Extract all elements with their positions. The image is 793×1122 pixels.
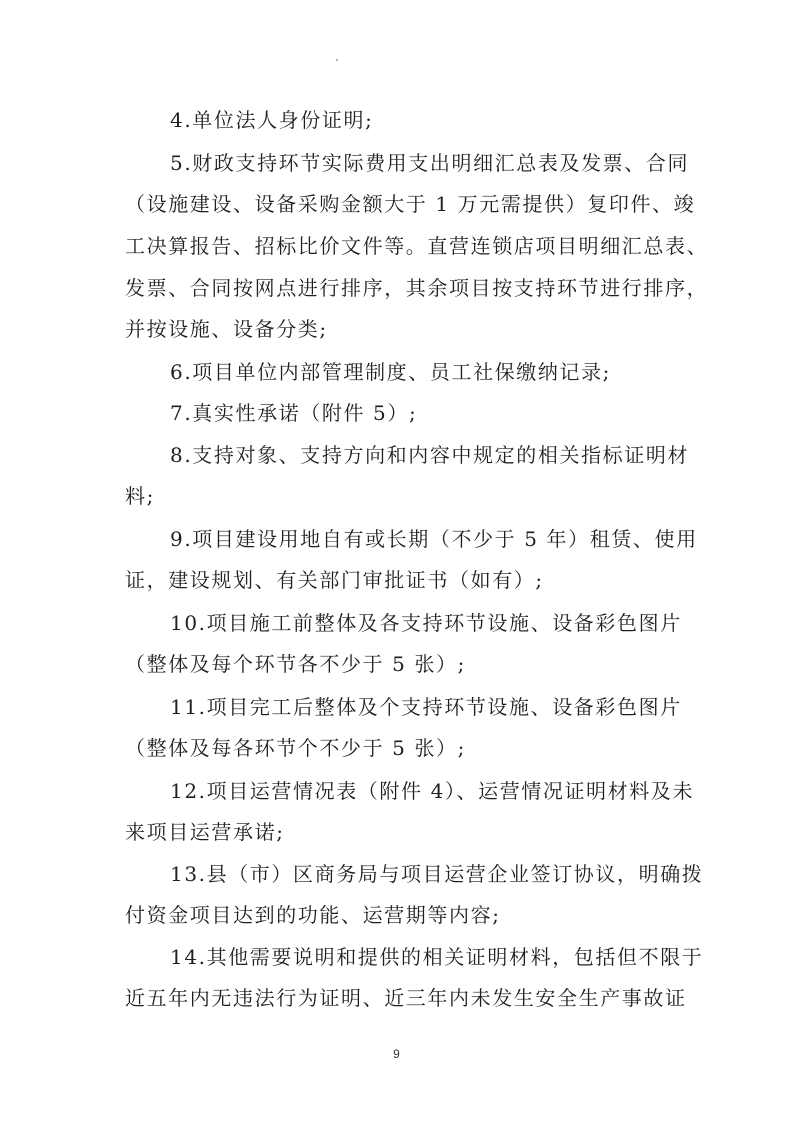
item-8-line-2: 料; bbox=[125, 484, 155, 508]
item-7-line-1: 7.真实性承诺（附件 5）; bbox=[170, 401, 418, 425]
item-12-line-1: 12.项目运营情况表（附件 4）、运营情况证明材料及未 bbox=[170, 779, 695, 803]
item-14-line-2: 近五年内无违法行为证明、近三年内未发生安全生产事故证 bbox=[125, 986, 687, 1010]
item-9-line-1: 9.项目建设用地自有或长期（不少于 5 年）租赁、使用 bbox=[170, 527, 698, 551]
item-13-line-2: 付资金项目达到的功能、运营期等内容; bbox=[125, 903, 501, 927]
item-12-line-2: 来项目运营承诺; bbox=[125, 820, 285, 844]
item-10-line-2: （整体及每个环节各不少于 5 张）; bbox=[125, 652, 466, 676]
item-6-line-1: 6.项目单位内部管理制度、员工社保缴纳记录; bbox=[170, 360, 612, 384]
item-10-line-1: 10.项目施工前整体及各支持环节设施、设备彩色图片 bbox=[170, 611, 682, 635]
item-14-line-1: 14.其他需要说明和提供的相关证明材料，包括但不限于 bbox=[170, 945, 704, 969]
item-5-line-4: 发票、合同按网点进行排序，其余项目按支持环节进行排序， bbox=[125, 276, 709, 300]
item-11-line-1: 11.项目完工后整体及个支持环节设施、设备彩色图片 bbox=[170, 695, 682, 719]
item-13-line-1: 13.县（市）区商务局与项目运营企业签订协议，明确拨 bbox=[170, 862, 704, 886]
item-5-line-5: 并按设施、设备分类; bbox=[125, 317, 328, 341]
item-5-line-3: 工决算报告、招标比价文件等。直营连锁店项目明细汇总表、 bbox=[125, 234, 709, 258]
scan-artifact-dot bbox=[336, 59, 338, 61]
page-number: 9 bbox=[393, 1047, 400, 1061]
item-5-line-2: （设施建设、设备采购金额大于 1 万元需提供）复印件、竣 bbox=[125, 192, 696, 216]
item-9-line-2: 证，建设规划、有关部门审批证书（如有）; bbox=[125, 568, 544, 592]
item-8-line-1: 8.支持对象、支持方向和内容中规定的相关指标证明材 bbox=[170, 443, 690, 467]
item-4-line-1: 4.单位法人身份证明; bbox=[170, 108, 374, 132]
item-5-line-1: 5.财政支持环节实际费用支出明细汇总表及发票、合同 bbox=[170, 151, 690, 175]
item-11-line-2: （整体及每各环节个不少于 5 张）; bbox=[125, 736, 466, 760]
